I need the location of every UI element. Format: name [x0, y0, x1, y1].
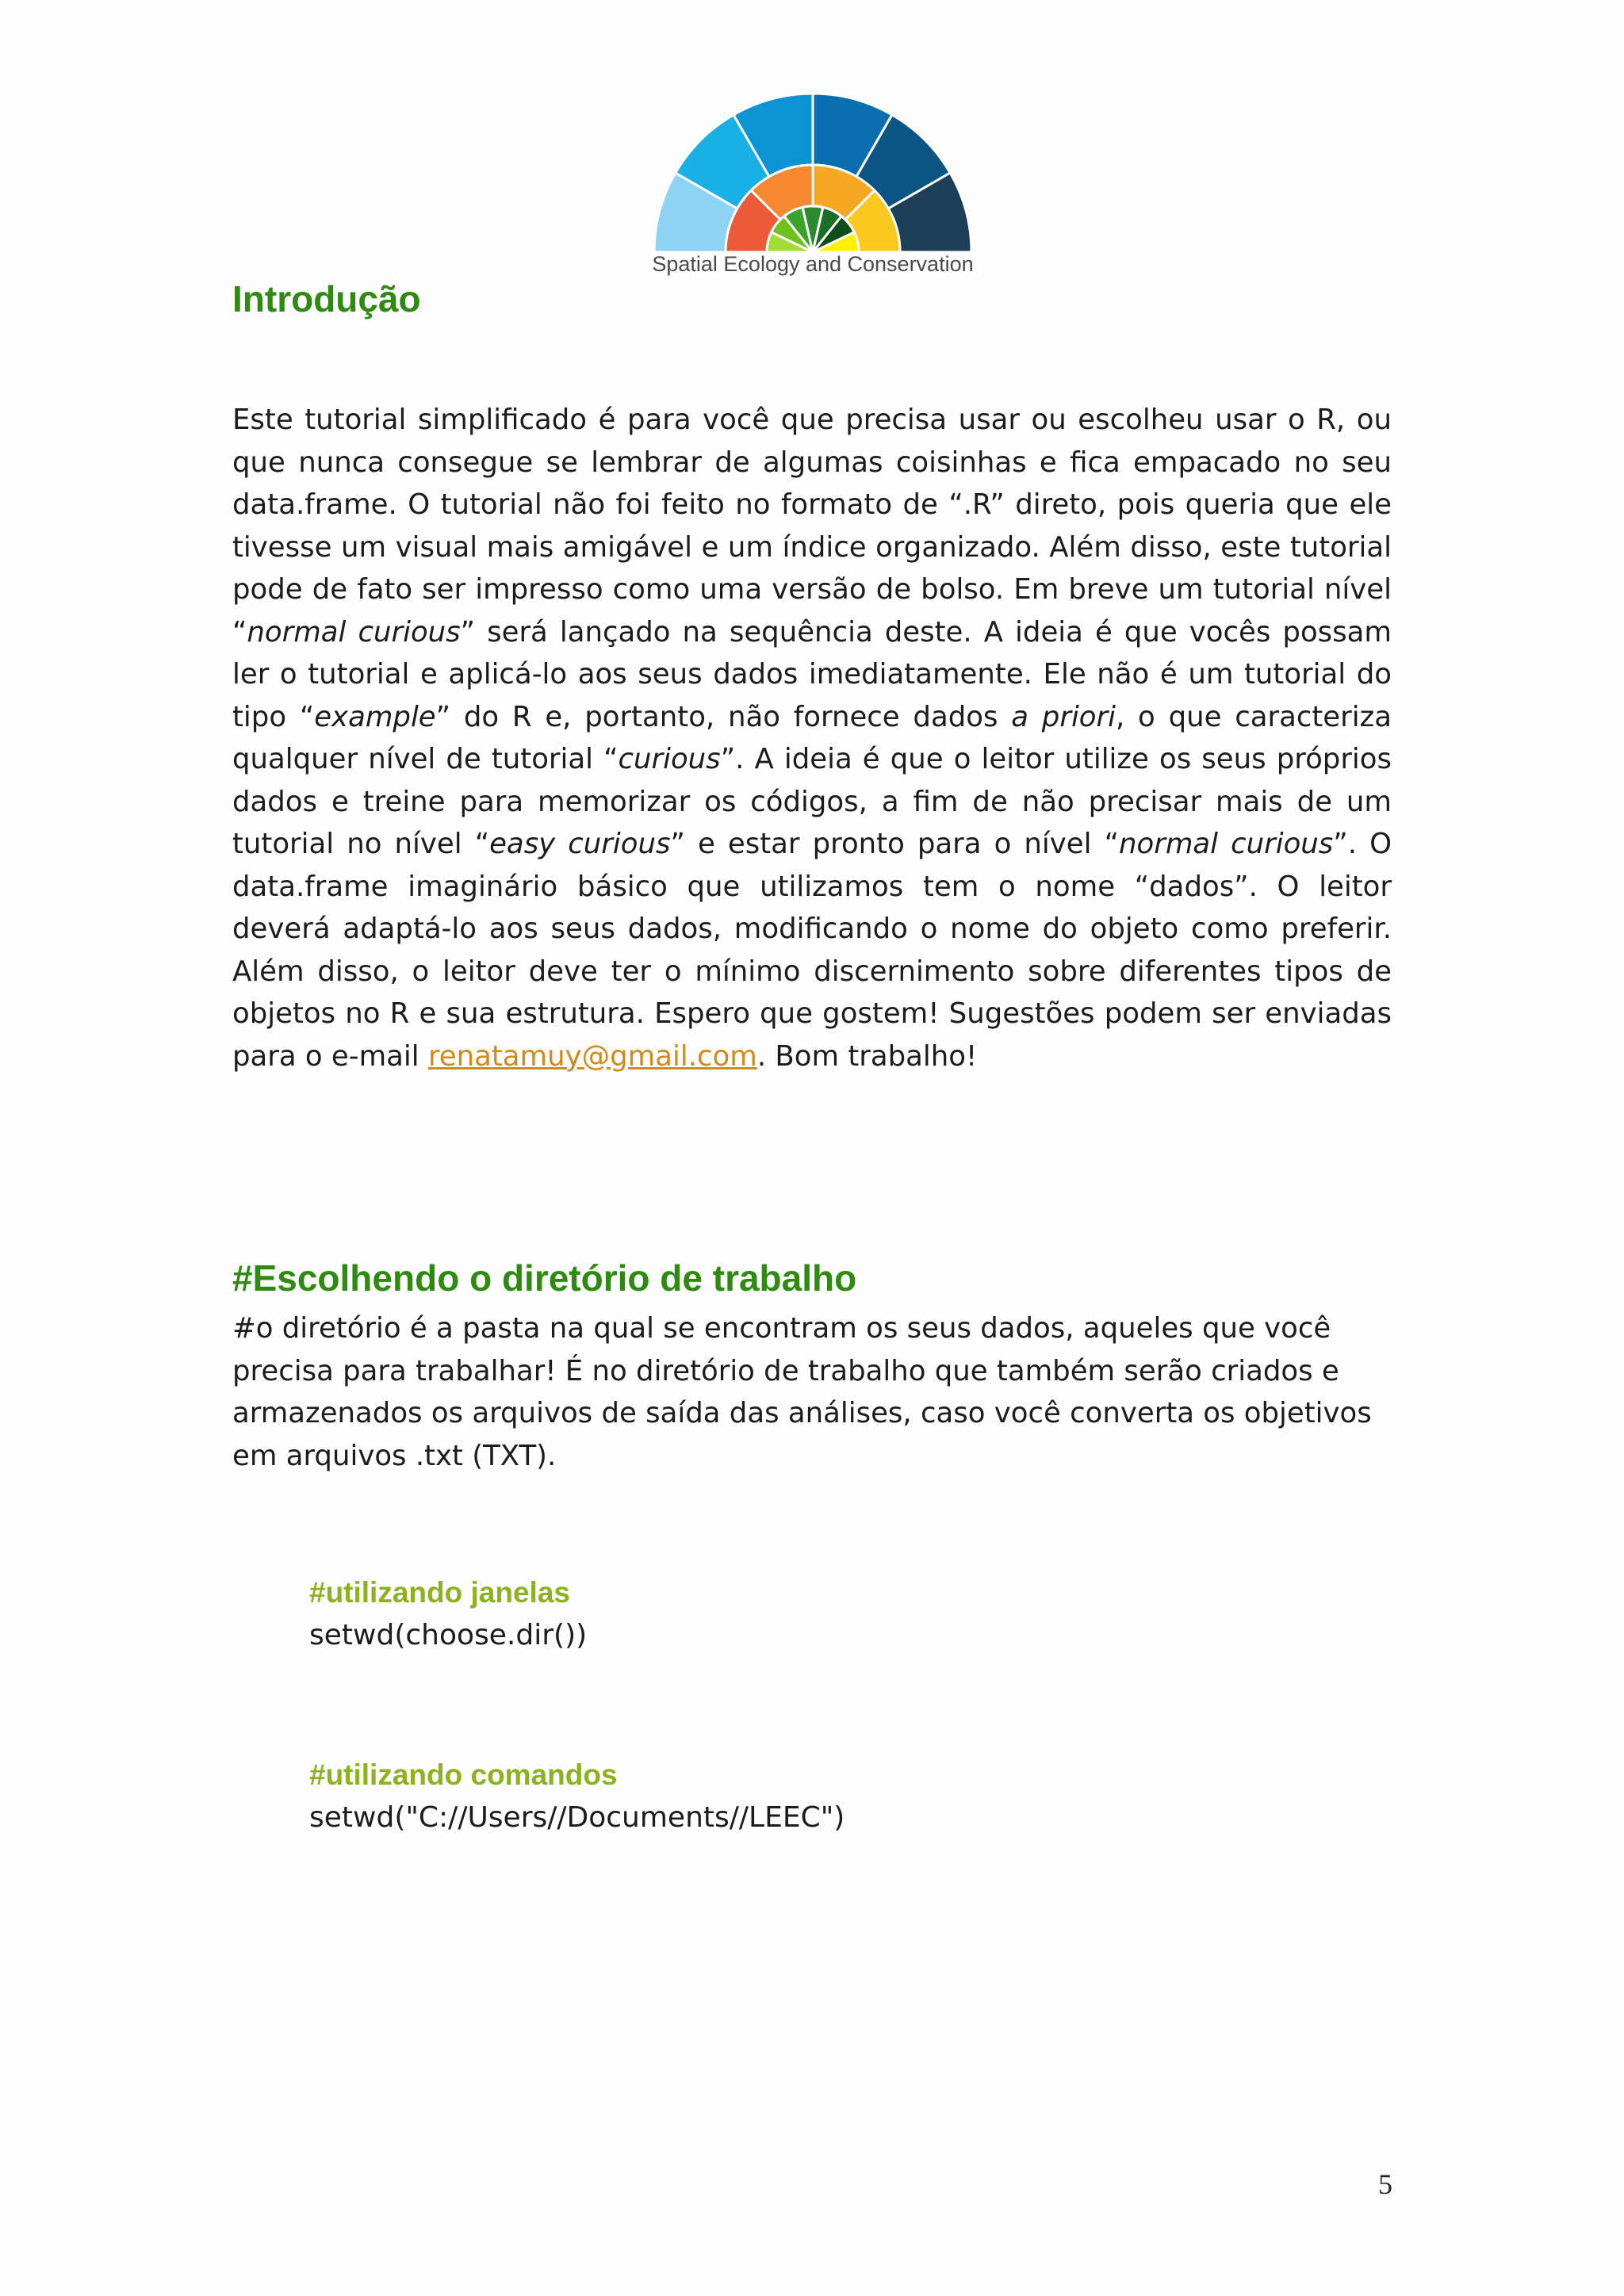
- email-link[interactable]: renatamuy@gmail.com: [427, 1039, 757, 1073]
- spatial-ecology-logo: [650, 94, 975, 284]
- intro-text-3: ” do R e, portanto, não fornece dados: [435, 700, 1012, 733]
- intro-emphasis-3: a priori: [1011, 700, 1116, 733]
- logo-caption: Spatial Ecology and Conservation: [652, 252, 974, 276]
- section-heading-working-directory: #Escolhendo o diretório de trabalho: [232, 1257, 857, 1299]
- section-description-text: #o diretório é a pasta na qual se encontram os seus dados, aqueles que você precisa para trabalhar! É no diretório de trabalho que também serão criados e armazenados os arquivos de saída das análises, caso você converta os objetivos em arquivos .txt (TXT).: [232, 1312, 1372, 1472]
- intro-paragraph: [232, 399, 1392, 1077]
- page-number: 5: [1378, 2168, 1392, 2200]
- intro-text-8: . Bom trabalho!: [756, 1039, 978, 1073]
- intro-text-5: ”. A ideia é que o leitor utilize os seus próprios dados e treine para memorizar os códigos, a fim de não precisar mais de um tutorial no nível “: [232, 743, 1392, 860]
- intro-text-2: ” será lançado na sequência deste. A ideia é que vocês possam ler o tutorial e aplicá-lo aos seus dados imediatamente. Ele não é um tutorial do tipo “: [232, 615, 1392, 733]
- logo-fan-graphic: [650, 94, 975, 252]
- subheading-commands: #utilizando comandos: [309, 1758, 618, 1791]
- intro-emphasis-1: normal curious: [247, 615, 461, 649]
- intro-emphasis-4: curious: [618, 743, 721, 775]
- code-setwd-choose-dir: setwd(choose.dir()): [309, 1619, 588, 1651]
- code-setwd-path: setwd("C://Users//Documents//LEEC"): [309, 1801, 845, 1834]
- intro-text-4: , o que caracteriza qualquer nível de tutorial “: [232, 700, 1392, 775]
- intro-text-6: ” e estar pronto para o nível “: [670, 828, 1119, 860]
- intro-emphasis-2: example: [314, 700, 436, 733]
- intro-emphasis-6: normal curious: [1119, 828, 1334, 860]
- section-description: [232, 1307, 1406, 1477]
- subheading-windows: #utilizando janelas: [309, 1576, 570, 1609]
- intro-heading: Introdução: [232, 278, 421, 320]
- intro-emphasis-5: easy curious: [489, 828, 671, 860]
- intro-text-7: ”. O data.frame imaginário básico que utilizamos tem o nome “dados”. O leitor deverá adaptá-lo aos seus dados, modificando o nome do objeto como preferir. Além disso, o leitor deve ter o mínimo discernimento sobre diferentes tipos de objetos no R e sua estrutura. Espero que gostem! Sugestões podem ser enviadas para o e-mail: [232, 828, 1392, 1073]
- intro-text-1: Este tutorial simplificado é para você que precisa usar ou escolheu usar o R, ou que nunca consegue se lembrar de algumas coisinhas e fica empacado no seu data.frame. O tutorial não foi feito no formato de “.R” direto, pois queria que ele tivesse um visual mais amigável e um índice organizado. Além disso, este tutorial pode de fato ser impresso como uma versão de bolso. Em breve um tutorial nível “: [232, 404, 1392, 649]
